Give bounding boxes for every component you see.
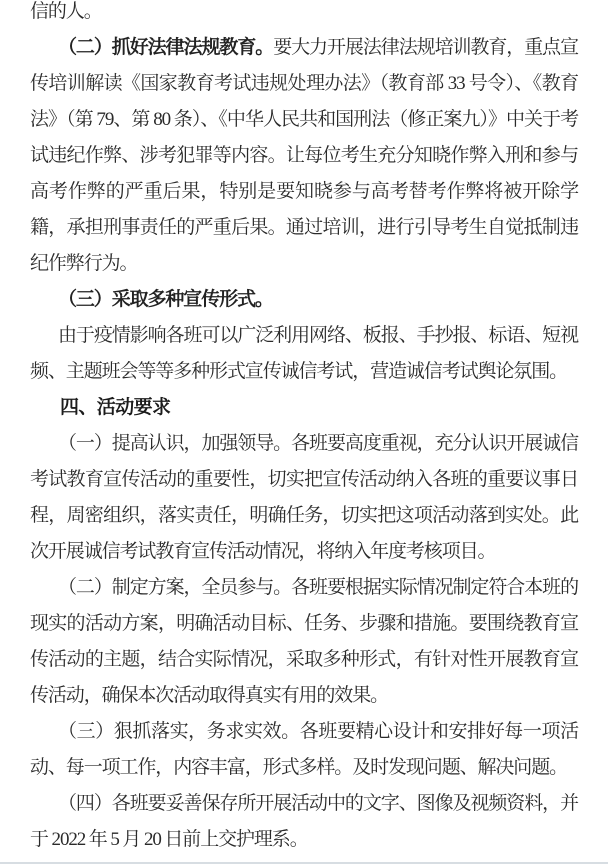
paragraph-publicity-forms-heading: （三）采取多种宣传形式。 [58,289,273,310]
paragraph-law-education-lead: （二）抓好法律法规教育。 [58,37,274,58]
page-bottom-divider [0,862,608,864]
document-body [30,0,578,858]
paragraph-law-education [30,30,578,282]
paragraph-requirement-1: （一）提高认识，加强领导。各班要高度重视，充分认识开展诚信考试教育宣传活动的重要性，切实把宣传活动纳入各班的重要议事日程，周密组织，落实责任，明确任务，切实把这项活动落到实处。此次开展诚信考试教育宣传活动情况，将纳入年度考核项目。 [30,433,578,562]
section-heading-activity-requirements: 四、活动要求 [60,397,171,418]
paragraph-law-education-text: 要大力开展法律法规培训教育，重点宣传培训解读《国家教育考试违规处理办法》（教育部 33 号令）、《教育法》（第 79、第 80 条）、《中华人民共和国刑法（修正案九）》中关于考试违纪作弊、涉考犯罪等内容。让每位考生充分知晓作弊入刑和参与高考作弊的严重后果，特别是要知晓参与高考替考作弊将被开除学籍，承担刑事责任的严重后果。通过培训，进行引导考生自觉抵制违纪作弊行为。 [30,37,578,274]
paragraph-requirement-3: （三）狠抓落实，务求实效。各班要精心设计和安排好每一项活动、每一项工作，内容丰富，形式多样。及时发现问题、解决问题。 [30,721,578,778]
paragraph-requirement-4: （四）各班要妥善保存所开展活动中的文字、图像及视频资料，并于 2022 年 5 月 20 日前上交护理系。 [30,793,578,850]
paragraph-requirement-2: （二）制定方案，全员参与。各班要根据实际情况制定符合本班的现实的活动方案，明确活动目标、任务、步骤和措施。要围绕教育宣传活动的主题，结合实际情况，采取多种形式，有针对性开展教育宣传活动，确保本次活动取得真实有用的效果。 [30,577,578,706]
paragraph-continuation: 信的人。 [30,1,102,22]
paragraph-publicity-forms-body: 由于疫情影响各班可以广泛利用网络、板报、手抄报、标语、短视频、主题班会等等多种形式宣传诚信考试，营造诚信考试舆论氛围。 [30,325,578,382]
